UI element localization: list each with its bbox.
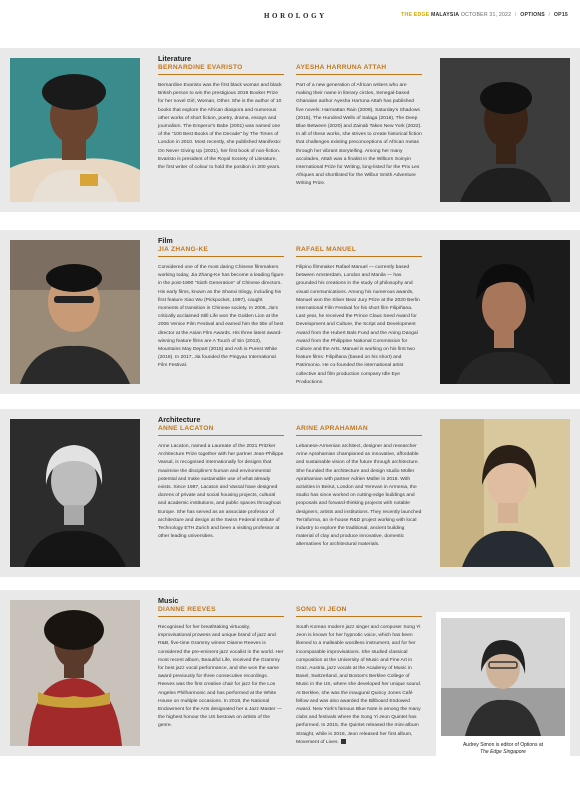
- category-heading: Film: [158, 236, 173, 245]
- person-bio: Anne Lacaton, named a Laureate of the 2021 Pritzker Architecture Prize together with her partner Jean-Philippe Vassal, is recognised internationally for designs that maximise the discipline's human and environmental potential and make sustainable use of what already exists. Since 1987, Lacaton and Vassal have designed dozens of private and social housing projects, cultural and academic institutions, and public spaces throughout Europe. She has served as an associate professor of architecture and design at the Swiss Federal Institute of Technology ETH Zurich and been a visiting professor at other leading universities.: [158, 444, 284, 540]
- bio-column-left: [158, 236, 284, 371]
- folio-separator: /: [548, 12, 551, 18]
- bio-column-right: [296, 415, 422, 550]
- person-bio: [296, 624, 422, 747]
- publication-brand: THE EDGE: [401, 12, 430, 18]
- category-heading: Literature: [158, 54, 192, 63]
- bio-column-left: [158, 54, 284, 172]
- bio-column-right: [296, 236, 422, 387]
- section-title: HOROLOGY: [264, 12, 327, 20]
- person-bio: Part of a new generation of African writers who are making their name in literary circles, Senegal-based Ghanaian author Ayesha Harruna Attah has published five novels: Harmattan Rain (2009), Saturday's Shadows (2015), The Hundred Wells of Salaga (2018), The Deep Blue Between (2020) and Zainab Takes New York (2022). In all of these works, she strives to create historical fiction that challenges existing preconceptions of African metas through her vibrant storytelling. Among her many accolades, Attah was a finalist in the Wilborn Soinyin International Prize for Writing, long-listed for the Prix Les Afriques and shortlisted for the Wilbur Smith Adventure Writing Prize.: [296, 83, 422, 187]
- film-band: [0, 230, 580, 394]
- person-name: ARINE APRAHAMIAN: [296, 425, 368, 432]
- section-label: OPTIONS: [520, 12, 545, 18]
- person-name: AYESHA HARRUNA ATTAH: [296, 64, 387, 71]
- portrait-bernardine-evaristo: [10, 58, 140, 202]
- person-name: RAFAEL MANUEL: [296, 246, 357, 253]
- person-bio: Bernardine Evaristo was the first black woman and black British person to win the prestigious 2019 Booker Prize for her novel Girl, Woman, Other. She is the author of 10 books that explore the African diaspora and numerous other works of short fiction, poetry, drama, essays and journalism. The Emperor's Babe (2001) was named one of the "100 Best Books of the Decade" by The Times of London in 2010. Most recently, she published Manifesto: On Never Giving Up (2021), her first book of non-fiction. Evaristo is president of the Royal Society of Literature, the first writer of colour to hold the position in 200 years.: [158, 83, 282, 171]
- bio-column-right: [296, 596, 422, 747]
- name-underline: [296, 256, 422, 257]
- name-underline: [296, 616, 422, 617]
- portrait-arine-aprahamian: [440, 419, 570, 567]
- portrait-ayesha-harruna-attah: [440, 58, 570, 202]
- page-number: OP15: [553, 12, 568, 18]
- portrait-image: [10, 58, 140, 202]
- portrait-jia-zhang-ke: [10, 240, 140, 384]
- editor-caption-line2: The Edge Singapore: [480, 749, 526, 755]
- portrait-image: [10, 419, 140, 567]
- end-mark-icon: [341, 739, 346, 744]
- editor-card: [436, 612, 570, 762]
- portrait-image: [10, 600, 140, 746]
- name-underline: [158, 256, 284, 257]
- category-heading: Architecture: [158, 415, 201, 424]
- bio-column-left: [158, 596, 284, 731]
- person-name: JIA ZHANG-KE: [158, 246, 209, 253]
- person-bio: Filipino filmmaker Rafael Manuel — currently based between Amsterdam, London and Manila — has grounded his creations in the study of philosophy and visual communications. Among his numerous awards, Manuel won the Silver Bear Jury Prize at the 2020 Berlin International Film Festival for his short film Filipiñana. Last year, he received the Prince Claus Seed Award for Development and Culture, the Script and Development Award from the Hubert Bals Fund and the Aning Dangal Award from the Philippine National Commission for Culture and the Arts. Manuel is working on his first two feature films: Filipiñana (based on his short) and Patrimonio. He co-founded the international artist collective and film production company Idle Eye Productions.: [296, 265, 420, 385]
- literature-band: [0, 48, 580, 212]
- publication-name: MALAYSIA: [430, 12, 460, 18]
- portrait-anne-lacaton: [10, 419, 140, 567]
- person-name: DIANNE REEVES: [158, 606, 216, 613]
- editor-portrait: [441, 618, 565, 736]
- folio: [401, 12, 568, 18]
- person-name: ANNE LACATON: [158, 425, 214, 432]
- portrait-dianne-reeves: [10, 600, 140, 746]
- person-bio: Recognised for her breathtaking virtuosity, improvisational prowess and unique brand of jazz and R&B, five-time Grammy winner Dianne Reeves is considered the pre-eminent jazz vocalist in the world. Her most recent album, Beautiful Life, received the Grammy for best jazz vocal performance, and she won the same award previously for three consecutive recordings. Reeves was the first creative chair for jazz for the Los Angeles Philharmonic and has performed at the White House on multiple occasions. In 2018, the National Endowment for the Arts designated her a Jazz Master — the highest honour the US bestows on artists of the genre.: [158, 625, 284, 729]
- name-underline: [158, 616, 284, 617]
- person-name: BERNARDINE EVARISTO: [158, 64, 243, 71]
- bio-column-left: [158, 415, 284, 541]
- portrait-image: [440, 419, 570, 567]
- portrait-image: [10, 240, 140, 384]
- person-bio: Lebanese-Armenian architect, designer and researcher Arine Aprahamian championed an innovative, affordable and sustainable vision of the future through architecture. She founded the architecture and design studio Müller Aprahamian with partner Adrien Müller in 2018. With activities in Beirut, London and Yerevan in Armenia, the studio has since worked on cutting-edge buildings and proposals and forward-thinking projects with notable designers, artists and institutions. They recently launched Terraforma, an in-house R&D project working with local industry to explore the traditional, ancient building material of clay and produce innovative, domestic alternatives for architectural materials.: [296, 444, 422, 548]
- folio-separator: /: [514, 12, 517, 18]
- person-bio: Considered one of the most daring Chinese filmmakers working today, Jia Zhang-Ke has become a leading figure in the post-1990 "Sixth Generation" of Chinese directors. His early films, known as the Shanxi trilogy, including his first feature Xiao Wu (Pickpocket, 1997), caught moments of transition in Chinese society. In 2006, Jia's critically acclaimed Still Life won the Golden Lion at the 2006 Venice Film Festival and earned him the title of best director at the Asian Film Awards. His three latest award-winning feature films are A Touch of Sin (2013), Mountains May Depart (2015) and Ash is Purest White (2018). In 2017, Jia founded the Pingyao International Film Festival.: [158, 265, 284, 369]
- name-underline: [158, 435, 284, 436]
- page-header: [0, 0, 580, 26]
- name-underline: [296, 435, 422, 436]
- name-underline: [158, 74, 284, 75]
- category-heading: Music: [158, 596, 179, 605]
- portrait-image: [440, 58, 570, 202]
- portrait-rafael-manuel: [440, 240, 570, 384]
- editor-caption-line1: Audrey Simon is editor of Options at: [462, 742, 544, 748]
- name-underline: [296, 74, 422, 75]
- bio-column-right: [296, 54, 422, 189]
- issue-date: OCTOBER 31, 2022: [460, 12, 512, 18]
- bio-text: South Korean modern jazz singer and composer Song Yi Jeon is known for her hypnotic voice, which has been likened to a malleable wordless instrument, and for her incomparable improvisations. She studied classical composition at the University of Music and Fine Art in Graz, Austria, jazz vocals at the Academy of Music in Basel, Switzerland, and Boston's Berklee College of Music in the US, where she developed her unique sound. At Berklee, she was the inaugural Quincy Jones Café fellow and was also awarded the Billboard Endowed Award. New York's famous Blue Note is among the many clubs and festivals where the Song Yi Jeon Quintet has performed. In 2015, the Quintet released the mini-album Straight, while in 2018, Jeon released her first album, Movement of Lives.: [296, 625, 422, 745]
- portrait-image: [440, 240, 570, 384]
- architecture-band: [0, 409, 580, 577]
- person-name: SONG YI JEON: [296, 606, 347, 613]
